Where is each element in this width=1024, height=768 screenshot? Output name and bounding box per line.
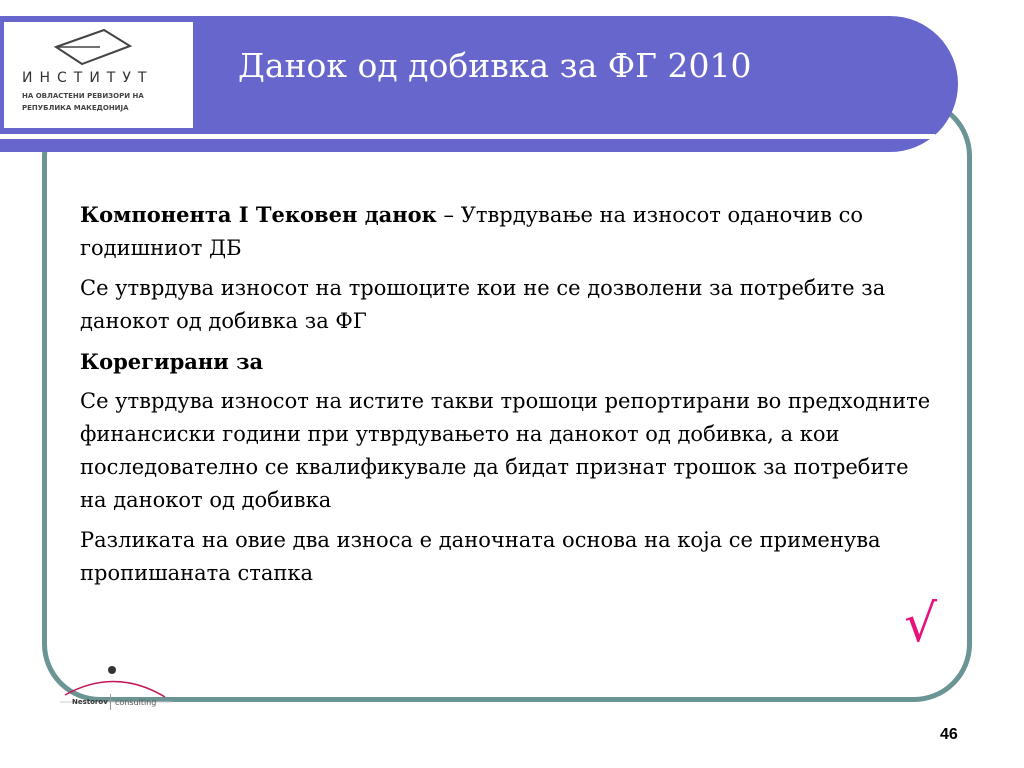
paragraph-adjusted-label: Корегирани за — [80, 349, 264, 374]
paragraph-tax-base: Разликата на овие два износа е даночната основа на која се применува пропишаната стапка — [80, 528, 881, 585]
brand-name: Nestorov — [72, 698, 108, 706]
logo-subtitle-line-2: РЕПУБЛИКА МАКЕДОНИЈА — [22, 104, 129, 112]
slide-body — [80, 198, 940, 597]
banner-divider — [0, 134, 935, 139]
paragraph-nondeductible-costs: Се утврдува износот на трошоците кои не се дозволени за потребите за данокот од добивка за ФГ — [80, 276, 886, 333]
check-mark-icon: √ — [904, 594, 938, 654]
logo-subtitle-line-1: НА ОВЛАСТЕНИ РЕВИЗОРИ НА — [22, 92, 144, 100]
brand-tagline: consulting — [115, 698, 157, 707]
diamond-logo-icon — [54, 26, 144, 68]
page-number: 46 — [940, 726, 958, 743]
component-one-label: Компонента I Тековен данок — [80, 202, 437, 227]
institute-logo — [4, 22, 193, 128]
paragraph-prior-year-costs: Се утврдува износот на истите такви трошоци репортирани во предходните финансиски години при утврдувањето на данокот од добивка, а кои последователно се квалификувале да бидат признат трошок за потребите на данокот од добивка — [80, 389, 931, 512]
logo-name: ИНСТИТУТ — [22, 70, 154, 86]
paragraph-component-one — [80, 198, 940, 265]
brand-divider — [110, 694, 111, 710]
component-one-text: – Утврдување на износот оданочив со годишниот ДБ — [80, 203, 864, 260]
slide-title: Данок од добивка за ФГ 2010 — [238, 46, 752, 85]
